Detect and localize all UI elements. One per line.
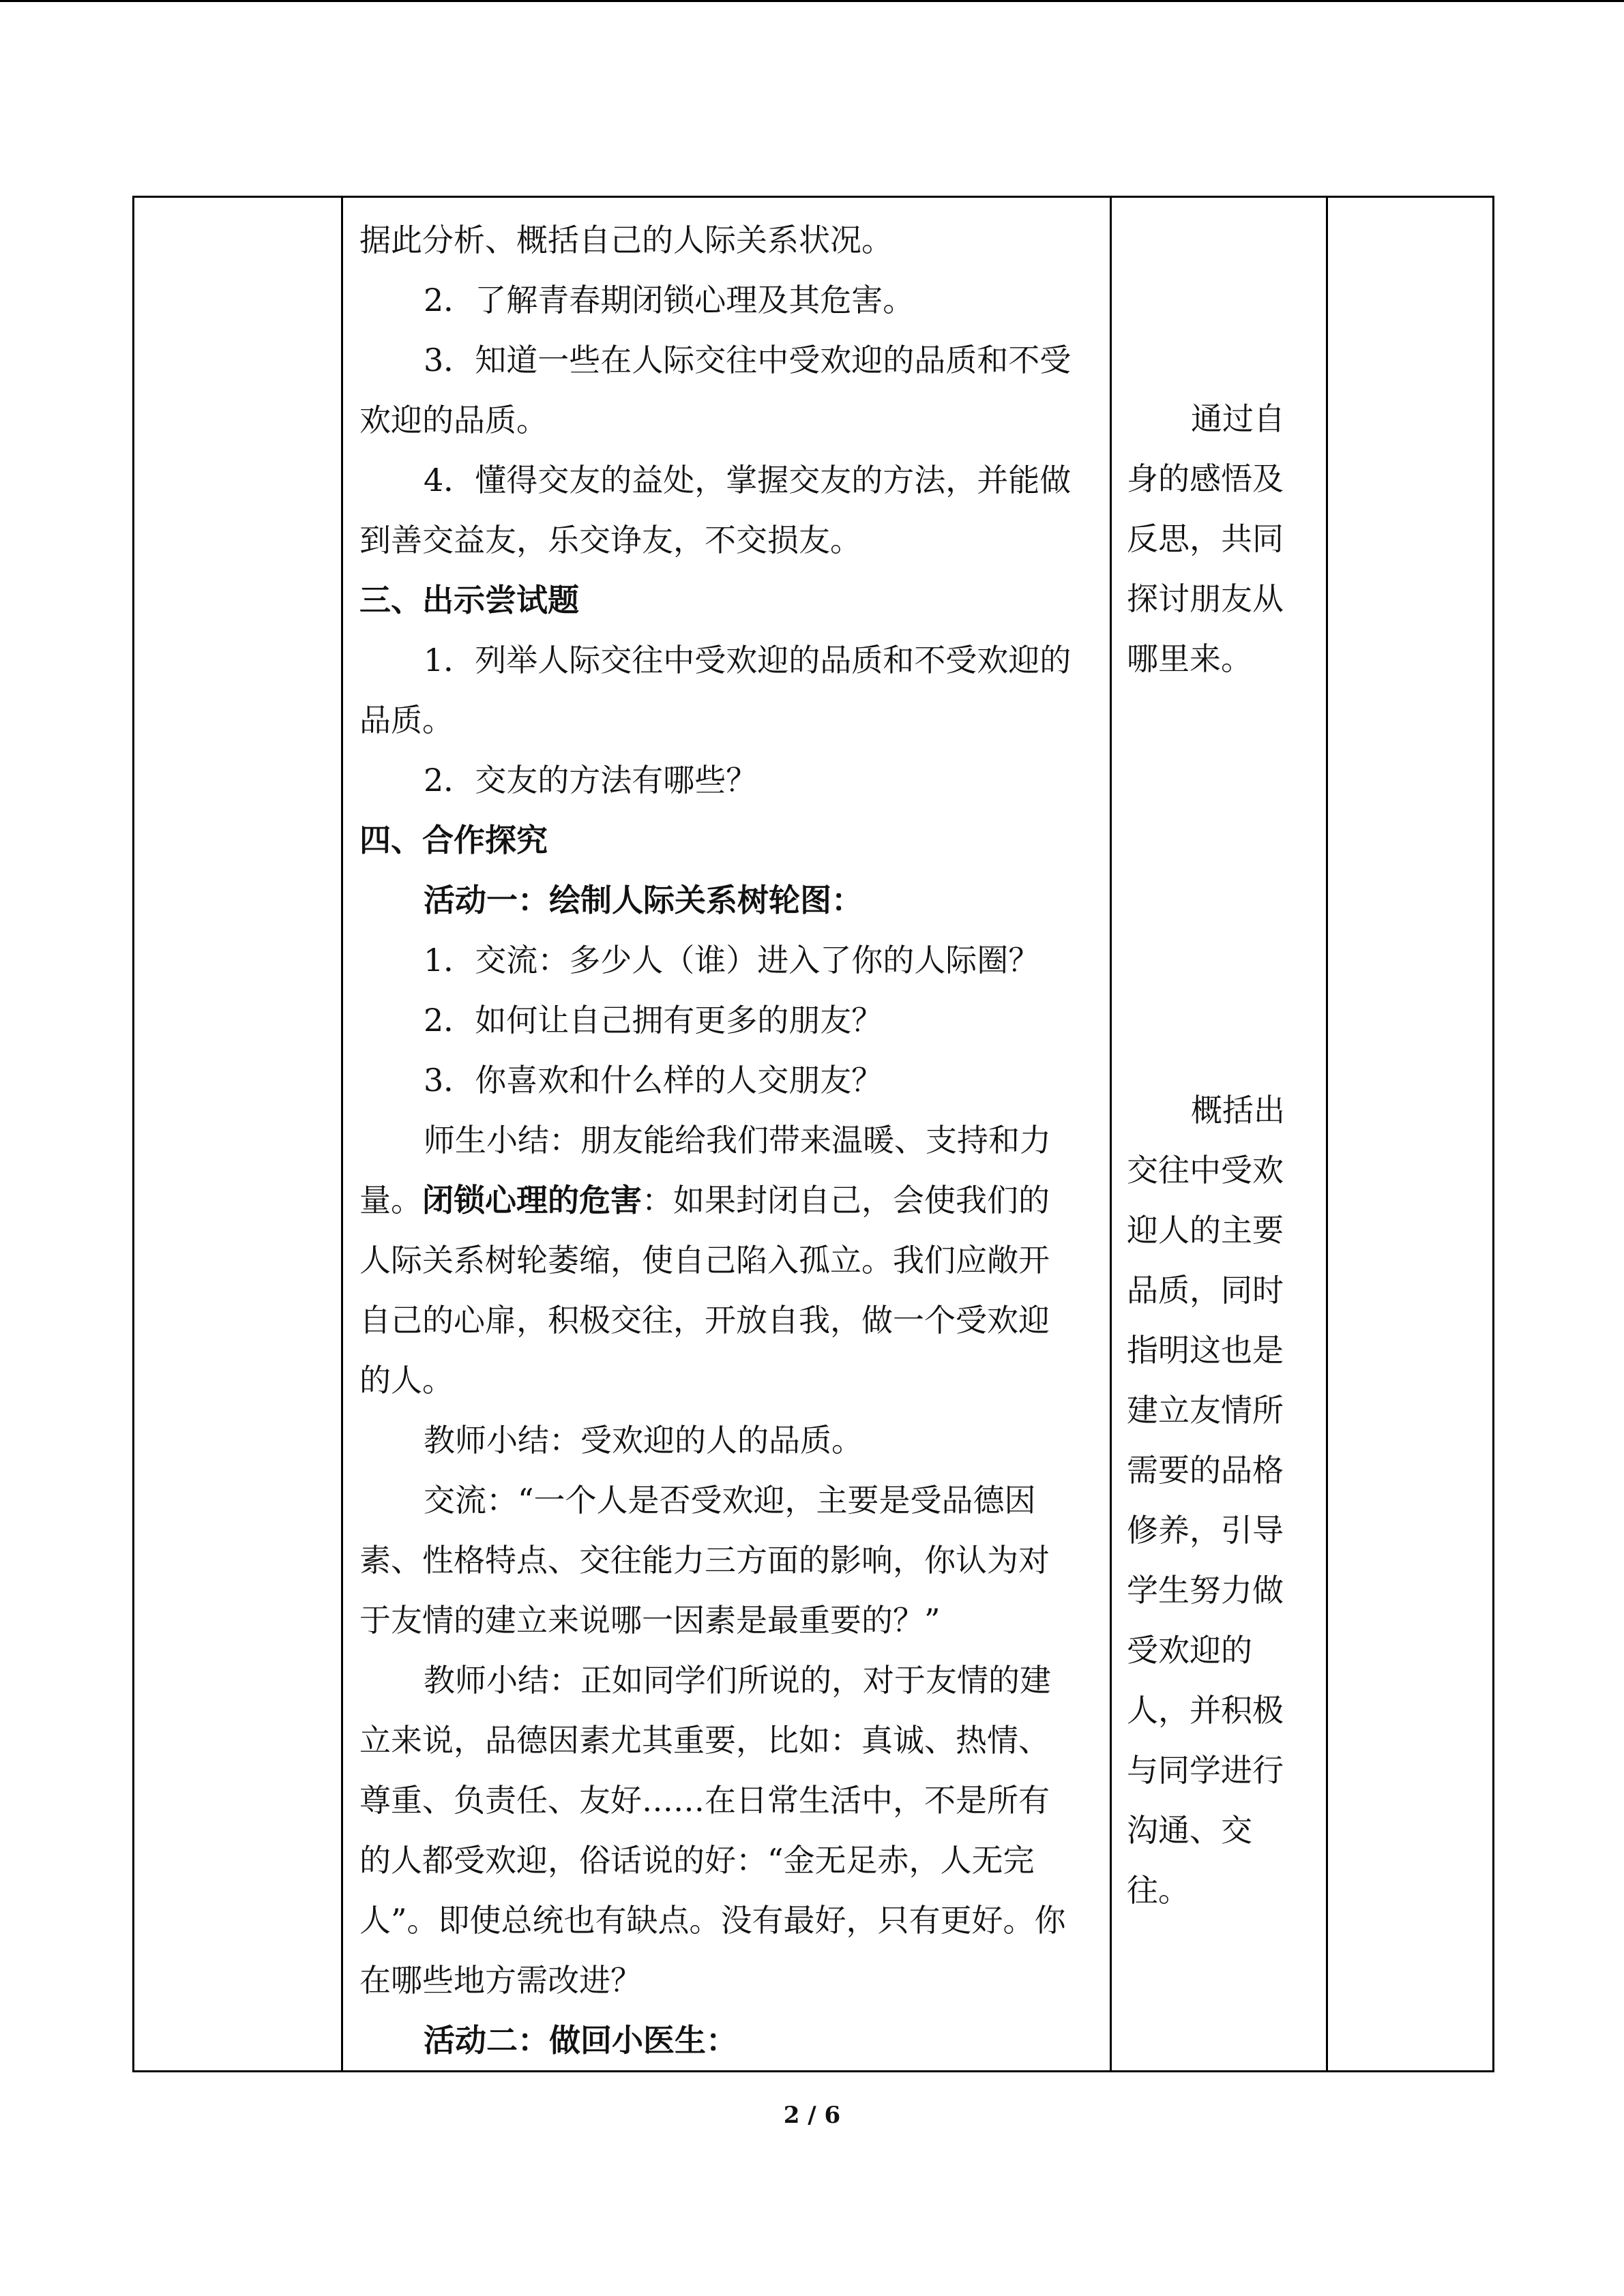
- text-run: 量。: [359, 1182, 422, 1219]
- activity-heading: 活动二：做回小医生：: [424, 2022, 737, 2059]
- text-line: 教师小结：受欢迎的人的品质。: [424, 1422, 863, 1459]
- text-line: 师生小结：朋友能给我们带来温暖、支持和力: [424, 1122, 1051, 1159]
- empty-left-cell: [134, 197, 342, 2072]
- text-line: 的人都受欢迎，俗话说的好：“金无足赤，人无完: [359, 1842, 1035, 1879]
- note-line: 探讨朋友从: [1127, 580, 1284, 617]
- section-heading: 三、出示尝试题: [359, 582, 579, 618]
- text-line: 1．交流：多少人（谁）进入了你的人际圈？: [424, 942, 1040, 979]
- text-line: 3．知道一些在人际交往中受欢迎的品质和不受: [424, 342, 1072, 378]
- text-line: 立来说，品德因素尤其重要，比如：真诚、热情、: [359, 1722, 1050, 1759]
- text-line: 4．懂得交友的益处，掌握交友的方法，并能做: [424, 462, 1072, 498]
- text-line: 教师小结：正如同学们所说的，对于友情的建: [424, 1662, 1051, 1699]
- note-line: 交往中受欢: [1127, 1152, 1284, 1189]
- design-intent-note-2: [1112, 689, 1326, 1920]
- note-line: 哪里来。: [1127, 640, 1252, 677]
- page-top-rule: [0, 0, 1624, 2]
- text-line: 素、性格特点、交往能力三方面的影响，你认为对: [359, 1542, 1050, 1579]
- note-line: 与同学进行: [1127, 1752, 1284, 1789]
- text-line: 欢迎的品质。: [359, 402, 548, 438]
- note-line: 沟通、交: [1127, 1812, 1252, 1849]
- text-line-mixed: [359, 1170, 1091, 1230]
- note-line: 概括出: [1191, 1092, 1285, 1129]
- text-line: 交流：“一个人是否受欢迎，主要是受品德因: [424, 1482, 1036, 1519]
- note-line: 受欢迎的: [1127, 1632, 1252, 1669]
- activity-heading: 活动一：绘制人际关系树轮图：: [424, 882, 863, 919]
- note-line: 需要的品格: [1127, 1452, 1284, 1489]
- text-line: 于友情的建立来说哪一因素是最重要的？”: [359, 1602, 941, 1639]
- bold-term: 闭锁心理的危害: [422, 1182, 642, 1219]
- text-run: ：如果封闭自己，会使我们的: [642, 1182, 1050, 1219]
- text-line: 2．如何让自己拥有更多的朋友？: [424, 1002, 883, 1039]
- text-line: 品质。: [359, 702, 454, 739]
- text-line: 1．列举人际交往中受欢迎的品质和不受欢迎的: [424, 642, 1072, 679]
- note-line: 反思，共同: [1127, 520, 1284, 557]
- text-line: 据此分析、概括自己的人际关系状况。: [359, 222, 893, 258]
- lesson-plan-table: [132, 196, 1494, 2072]
- note-line: 身的感悟及: [1127, 460, 1284, 497]
- note-line: 修养，引导: [1127, 1512, 1284, 1549]
- note-line: 迎人的主要: [1127, 1212, 1284, 1249]
- note-line: 学生努力做: [1127, 1572, 1284, 1609]
- text-line: 到善交益友，乐交诤友，不交损友。: [359, 522, 861, 558]
- note-line: 人，并积极: [1127, 1692, 1284, 1729]
- page-number: 2 / 6: [783, 2102, 841, 2129]
- design-intent-note-1: [1112, 198, 1326, 689]
- text-line: 2．了解青春期闭锁心理及其危害。: [424, 282, 915, 318]
- note-line: 通过自: [1191, 400, 1285, 437]
- empty-right-cell: [1327, 197, 1494, 2072]
- note-line: 指明这也是: [1127, 1332, 1284, 1369]
- text-line: 人”。即使总统也有缺点。没有最好，只有更好。你: [359, 1902, 1066, 1939]
- text-line: 在哪些地方需改进？: [359, 1962, 642, 1999]
- note-line: 往。: [1127, 1872, 1190, 1909]
- text-line: 尊重、负责任、友好……在日常生活中，不是所有: [359, 1782, 1050, 1819]
- teaching-process-cell: [342, 197, 1111, 2072]
- design-intent-cell: [1111, 197, 1327, 2072]
- note-line: 建立友情所: [1127, 1392, 1284, 1429]
- text-line: 3．你喜欢和什么样的人交朋友？: [424, 1062, 883, 1099]
- teaching-process-content: [343, 198, 1110, 2070]
- text-line: 人际关系树轮萎缩，使自己陷入孤立。我们应敞开: [359, 1242, 1050, 1279]
- note-line: 品质，同时: [1127, 1272, 1284, 1309]
- text-line: 2．交友的方法有哪些？: [424, 762, 758, 799]
- text-line: 自己的心扉，积极交往，开放自我，做一个受欢迎: [359, 1302, 1050, 1339]
- section-heading: 四、合作探究: [359, 822, 548, 859]
- text-line: 的人。: [359, 1362, 454, 1399]
